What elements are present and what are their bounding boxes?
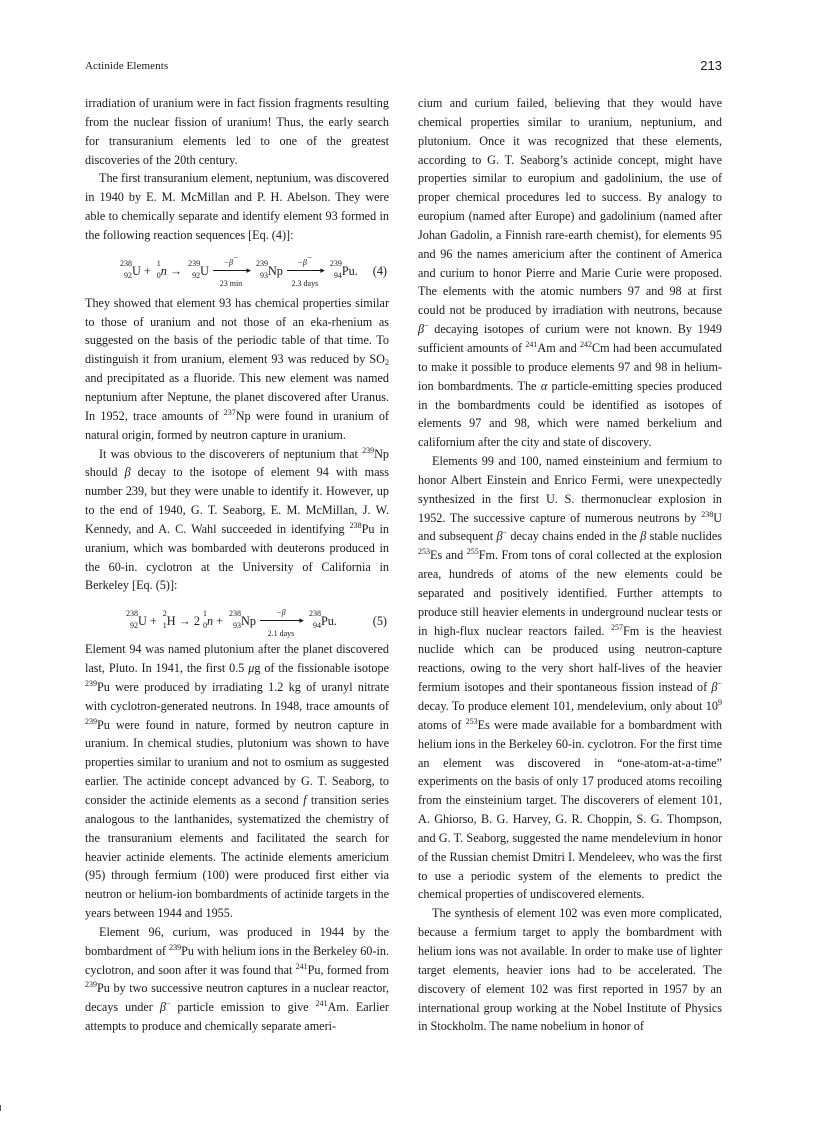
right-column (418, 94, 722, 1036)
paragraph: They showed that element 93 has chemical properties similar to those of uranium and not those of an eka-rhenium as suggested on the basis of the periodic table of that time. To distinguish it from uranium, element 93 was reduced by $SO_2$ and precipitated as a fluoride. This new element was named neptunium after Neptune, the planet discovered after Uranus. In 1952, trace amounts of $^{237}$Np were found in uranium of natural origin, formed by neutron capture in uranium. (85, 295, 389, 442)
equation-number: (5) (372, 614, 387, 629)
paragraph: The synthesis of element 102 was even more complicated, because a fermium target to apply the bombardment with helium ions was not available. In order to make use of lighter target elements, heavier ions had to be accelerated. The discovery of element 102 was first reported in 1957 by an international group working at the Nobel Institute of Physics in Stockholm. The name nobelium in honor of (418, 906, 722, 1034)
equation-5: 238 92 U + 2 1 H → 2 1 0 n + 238 93 Np −β ▸ 2.1 days 238 94 Pu. (5) (126, 608, 387, 639)
crop-mark (0, 1105, 1, 1111)
running-title: Actinide Elements (85, 60, 169, 72)
paragraph: It was obvious to the discoverers of neptunium that $^{239}$Np should β decay to the isotope of element 94 with mass number 239, but they were unable to identify it. However, up to the end of 1940, G. T. Seaborg, E. M. McMillan, J. W. Kennedy, and A. C. Wahl succeeded in identifying $^{238}$Pu in uranium, which was bombarded with deuterons produced in the 60-in. cyclotron at the University of California in Berkeley [Eq. (5)]: (85, 445, 389, 593)
page-number: 213 (700, 58, 722, 73)
left-column (85, 94, 389, 1036)
paragraph: cium and curium failed, believing that they would have chemical properties similar to uranium, neptunium, and plutonium. Once it was recognized that these elements, according to G. T. Seaborg’s actinide concept, might have properties similar to europium and gadolinium, the use of proper chemical procedures led to success. By analogy to europium (named after Europe) and gadolinium (named after Johan Gadolin, a Finnish rare-earth chemist), for elements 95 and 96 the names americium after the continent of America and curium to honor Pierre and Marie Curie were proposed. The elements with the atomic numbers 97 and 98 at first could not be produced by irradiation with neutrons, because β− decaying isotopes of curium were not known. By 1949 sufficient amounts of $^{241}$Am and $^{242}$Cm had been accumulated to make it possible to produce elements 97 and 98 in helium-ion bombardments. The α particle-emitting species produced in the bombardments could be identified as isotopes of elements 97 and 98, which were named berkelium and californium after the city and state of discovery. (418, 96, 722, 450)
equation-number: (4) (372, 263, 387, 278)
paragraph: irradiation of uranium were in fact fission fragments resulting from the nuclear fission of uranium! Thus, the early search for transuranium elements led to one of the greatest discoveries of the 20th century. (85, 96, 389, 167)
paragraph: Element 96, curium, was produced in 1944 by the bombardment of $^{239}$Pu with helium ions in the Berkeley 60-in. cyclotron, and soon after it was found that $^{241}$Pu, formed from $^{239}$Pu by two successive neutron captures in a nuclear reactor, decays under β− particle emission to give $^{241}$Am. Earlier attempts to produce and chemically separate ameri- (85, 924, 389, 1034)
paragraph: Element 94 was named plutonium after the planet discovered last, Pluto. In 1941, the first 0.5 μg of the fissionable isotope $^{239}$Pu were produced by irradiating 1.2 kg of uranyl nitrate with cyclotron-generated neutrons. In 1948, trace amounts of $^{239}$Pu were found in nature, formed by neutron capture in uranium. In chemical studies, plutonium was shown to have properties similar to uranium and not to osmium as suggested earlier. The actinide concept advanced by G. T. Seaborg, to consider the actinide elements as a second f transition series analogous to the lanthanides, systematized the chemistry of the transuranium elements and facilitated the search for heavier actinide elements. The actinide elements americium (95) through fermium (100) were produced first either via neutron or helium-ion bombardments of actinide targets in the years between 1944 and 1955. (85, 642, 389, 921)
paragraph: The first transuranium element, neptunium, was discovered in 1940 by E. M. McMillan and P. H. Abelson. They were able to chemically separate and identify element 93 formed in the following reaction sequences [Eq. (4)]: (85, 171, 389, 242)
equation-4: 238 92 U + 1 0 n → 239 92 U −β− ▸ 23 min 239 93 Np −β− ▸ 2.3 days 239 94 Pu. (4) (120, 252, 387, 288)
paragraph: Elements 99 and 100, named einsteinium and fermium to honor Albert Einstein and Enrico Fermi, were unexpectedly synthesized in the first U. S. thermonuclear explosion in 1952. The successive capture of numerous neutrons by $^{238}$U and subsequent β− decay chains ended in the β stable nuclides $^{253}$Es and $^{255}$Fm. From tons of coral collected at the explosion area, hundreds of atoms of the new elements could be separated and positively identified. Further attempts to produce still heavier elements in underground nuclear tests or in high-flux nuclear reactors failed. $^{257}$Fm is the heaviest nuclide which can be produced using neutron-capture reactions, owing to the very short half-lives of the heavier fermium isotopes and their spontaneous fission instead of β− decay. To produce element 101, mendelevium, only about $10^9$ atoms of $^{253}$Es were made available for a bombardment with helium ions in the Berkeley 60-in. cyclotron. For the first time an element was discovered in “one-atom-at-a-time” experiments on the basis of only 17 produced atoms recoiling from the einsteinium target. The discoverers of element 101, A. Ghiorso, B. G. Harvey, G. R. Choppin, S. G. Thompson, and G. T. Seaborg, suggested the name mendelevium in honor of the Russian chemist Dmitri I. Mendeleev, who was the first to use a periodic system of the elements to predict the chemical properties of undiscovered elements. (418, 454, 723, 902)
